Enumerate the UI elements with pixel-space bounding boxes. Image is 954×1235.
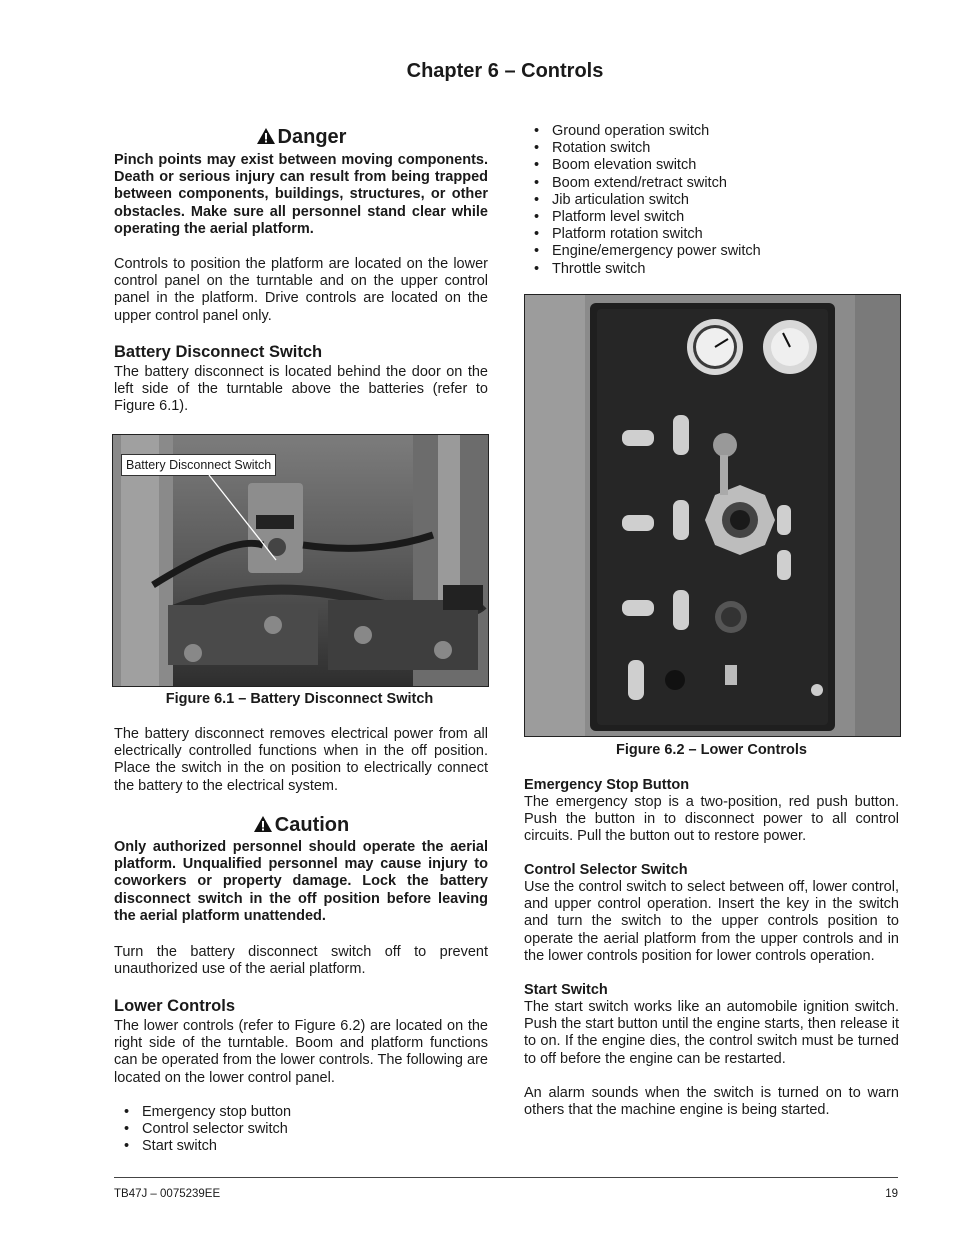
intro-paragraph: Controls to position the platform are located on the lower control panel on the turntable and on the upper control panel in the platform. Drive controls are located on the upper control panel only. bbox=[114, 256, 488, 324]
warning-triangle-icon bbox=[253, 815, 273, 833]
lower-controls-heading: Lower Controls bbox=[114, 997, 236, 1015]
list-item: • Start switch bbox=[114, 1138, 488, 1155]
control-selector-body: Use the control switch to select between off, lower control, and upper control operation. Insert the key in the switch and turn the switch to the upper controls position to operate the aerial platform from the upper controls and in the lower controls position for lower controls operation. bbox=[524, 879, 899, 964]
caution-heading: Caution bbox=[274, 814, 350, 836]
danger-heading-row bbox=[114, 125, 488, 149]
lower-controls-list-right bbox=[524, 123, 899, 278]
lower-controls-list-left bbox=[114, 1104, 488, 1156]
caution-heading-row bbox=[114, 813, 488, 837]
danger-body: Pinch points may exist between moving components. Death or serious injury can result from being trapped between components, buildings, structures, or other obstacles. Make sure all personnel stand clear while operating the aerial platform. bbox=[114, 152, 488, 237]
list-item: • Boom elevation switch bbox=[524, 157, 899, 174]
control-selector-heading: Control Selector Switch bbox=[524, 862, 688, 878]
start-switch-heading: Start Switch bbox=[524, 982, 608, 998]
caution-after-paragraph: Turn the battery disconnect switch off to prevent unauthorized use of the aerial platform. bbox=[114, 944, 488, 978]
list-item: • Platform rotation switch bbox=[524, 226, 899, 243]
list-item: • Platform level switch bbox=[524, 209, 899, 226]
list-item: • Emergency stop button bbox=[114, 1104, 488, 1121]
chapter-title: Chapter 6 – Controls bbox=[406, 60, 604, 82]
emergency-stop-heading: Emergency Stop Button bbox=[524, 777, 690, 793]
danger-heading: Danger bbox=[277, 126, 347, 148]
footer-rule bbox=[114, 1177, 898, 1178]
lower-controls-photo-graphic bbox=[525, 295, 900, 736]
battery-body: The battery disconnect is located behind the door on the left side of the turntable above the batteries (refer to Figure 6.1). bbox=[114, 364, 488, 415]
caution-body: Only authorized personnel should operate the aerial platform. Unqualified personnel may cause injury to coworkers or property damage. Lock the battery disconnect switch in the off position before leaving the aerial platform unattended. bbox=[114, 839, 488, 924]
battery-heading: Battery Disconnect Switch bbox=[114, 343, 323, 361]
footer-page-number: 19 bbox=[885, 1188, 898, 1200]
battery-callout-label: Battery Disconnect Switch bbox=[121, 454, 276, 476]
lower-controls-photo bbox=[524, 294, 901, 737]
start-switch-body-2: An alarm sounds when the switch is turned on to warn others that the machine engine is being started. bbox=[524, 1085, 899, 1119]
lower-controls-body: The lower controls (refer to Figure 6.2) are located on the right side of the turntable. Boom and platform functions can be operated from the lower controls. The following are located on the lower control panel. bbox=[114, 1018, 488, 1086]
emergency-stop-body: The emergency stop is a two-position, red push button. Push the button in to disconnect power to all control circuits. Pull the button out to restore power. bbox=[524, 794, 899, 845]
battery-body-2: The battery disconnect removes electrical power from all electrically controlled functions when in the off position. Place the switch in the on position to electrically connect the battery to the electrical system. bbox=[114, 726, 488, 794]
footer-doc-id: TB47J – 0075239EE bbox=[114, 1188, 221, 1200]
battery-disconnect-photo bbox=[112, 434, 489, 687]
warning-triangle-icon bbox=[256, 127, 276, 145]
list-item: • Rotation switch bbox=[524, 140, 899, 157]
list-item: • Boom extend/retract switch bbox=[524, 175, 899, 192]
list-item: • Engine/emergency power switch bbox=[524, 243, 899, 260]
list-item: • Jib articulation switch bbox=[524, 192, 899, 209]
start-switch-body: The start switch works like an automobile ignition switch. Push the start button until the engine starts, then release it to on. If the engine dies, the control switch must be turned to off before the engine can be restarted. bbox=[524, 999, 899, 1067]
list-item: • Throttle switch bbox=[524, 261, 899, 278]
callout-leader-line bbox=[113, 435, 488, 686]
danger-block bbox=[114, 125, 488, 238]
caution-block bbox=[114, 813, 488, 925]
list-item: • Ground operation switch bbox=[524, 123, 899, 140]
figure-6-2-caption: Figure 6.2 – Lower Controls bbox=[616, 742, 807, 758]
figure-6-1-caption: Figure 6.1 – Battery Disconnect Switch bbox=[165, 691, 434, 707]
list-item: • Control selector switch bbox=[114, 1121, 488, 1138]
